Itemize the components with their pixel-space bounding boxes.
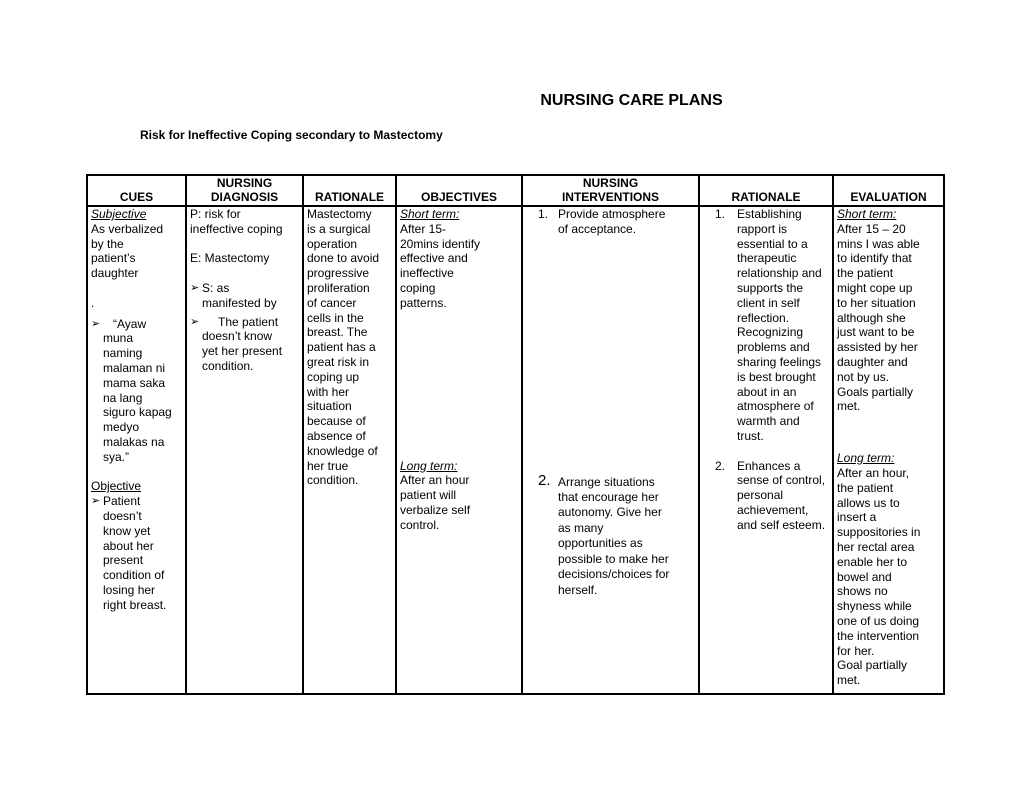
header-interventions: NURSING INTERVENTIONS	[522, 175, 699, 206]
intervention-item-2: 2. Arrange situations that encourage her autonomy. Give her as many opportunities as possible to make her decisions/choices for herself.	[538, 471, 670, 597]
header-rationale-2: RATIONALE	[699, 175, 833, 206]
header-cues: CUES	[87, 175, 186, 206]
intervention-item-1: 1. Provide atmosphere of acceptance.	[538, 207, 666, 236]
header-rationale: RATIONALE	[303, 175, 396, 206]
care-plan-table	[86, 174, 945, 695]
subjective-label: Subjective	[91, 207, 147, 221]
rationale-2-cell	[699, 206, 833, 694]
diagnosis-etiology: E: Mastectomy	[190, 251, 270, 266]
header-row	[87, 175, 944, 206]
header-diagnosis: NURSING DIAGNOSIS	[186, 175, 303, 206]
page-title: NURSING CARE PLANS	[540, 92, 723, 109]
rationale-cell: Mastectomy is a surgical operation done to avoid progressive proliferation of cancer cells in the breast. The patient has a great risk in coping up with her situation because of absence of knowledge of her true condition.	[303, 206, 396, 694]
cues-cell: Subjective As verbalized by the patient’s daughter . ➢ “Ayaw muna naming malaman ni mama saka na lang siguro kapag medyo malakas na sya.” Objective ➢ Patient doesn’t know yet about her present condition of losing her right breast.	[87, 206, 186, 694]
quote-bullet: ➢ “Ayaw	[91, 317, 182, 332]
diagnosis-problem: P: risk for	[190, 207, 241, 221]
objectives-short-label: Short term:	[400, 207, 460, 221]
body-row	[87, 206, 944, 694]
evaluation-long-label: Long term:	[837, 451, 895, 466]
diagnosis-signs: ➢ S: as	[190, 281, 299, 296]
objective-bullet: ➢ Patient	[91, 494, 182, 509]
rationale-item-1: 1. Establishing rapport is essential to a therapeutic relationship and supports the client in self reflection. Recognizing problems and sharing feelings is best brought about in an atmosphere of warmth and trust.	[715, 207, 822, 443]
objectives-cell: Short term: After 15- 20mins identify effective and ineffective coping patterns. Long term: After an hour patient will verbalize self control.	[396, 206, 522, 694]
evaluation-cell: Short term: After 15 – 20 mins I was able to identify that the patient might cope up to her situation although she just want to be assisted by her daughter and not by us. Goals partially met. Long term: After an hour, the patient allows us to insert a suppositories in her rectal area enable her to bowel and shows no shyness while one of us doing the intervention for her. Goal partially met.	[833, 206, 944, 694]
interventions-cell	[522, 206, 699, 694]
quote-text: muna naming malaman ni mama saka na lang siguro kapag medyo malakas na sya.”	[103, 331, 172, 464]
rationale-item-2: 2. Enhances a sense of control, personal achievement, and self esteem.	[715, 458, 826, 532]
header-evaluation: EVALUATION	[833, 175, 944, 206]
evaluation-short-label: Short term:	[837, 207, 897, 221]
objective-label: Objective	[91, 479, 142, 494]
diagnosis-cell: P: risk for ineffective coping E: Mastectomy ➢ S: as manifested by ➢ The patient doesn’t know yet her present condition.	[186, 206, 303, 694]
objectives-long-label: Long term:	[400, 458, 458, 473]
diagnosis-patient-bullet: ➢ The patient	[190, 315, 299, 330]
objective-text: doesn’t know yet about her present condition of losing her right breast.	[103, 508, 167, 612]
page-subtitle: Risk for Ineffective Coping secondary to Mastectomy	[140, 128, 443, 142]
header-objectives: OBJECTIVES	[396, 175, 522, 206]
